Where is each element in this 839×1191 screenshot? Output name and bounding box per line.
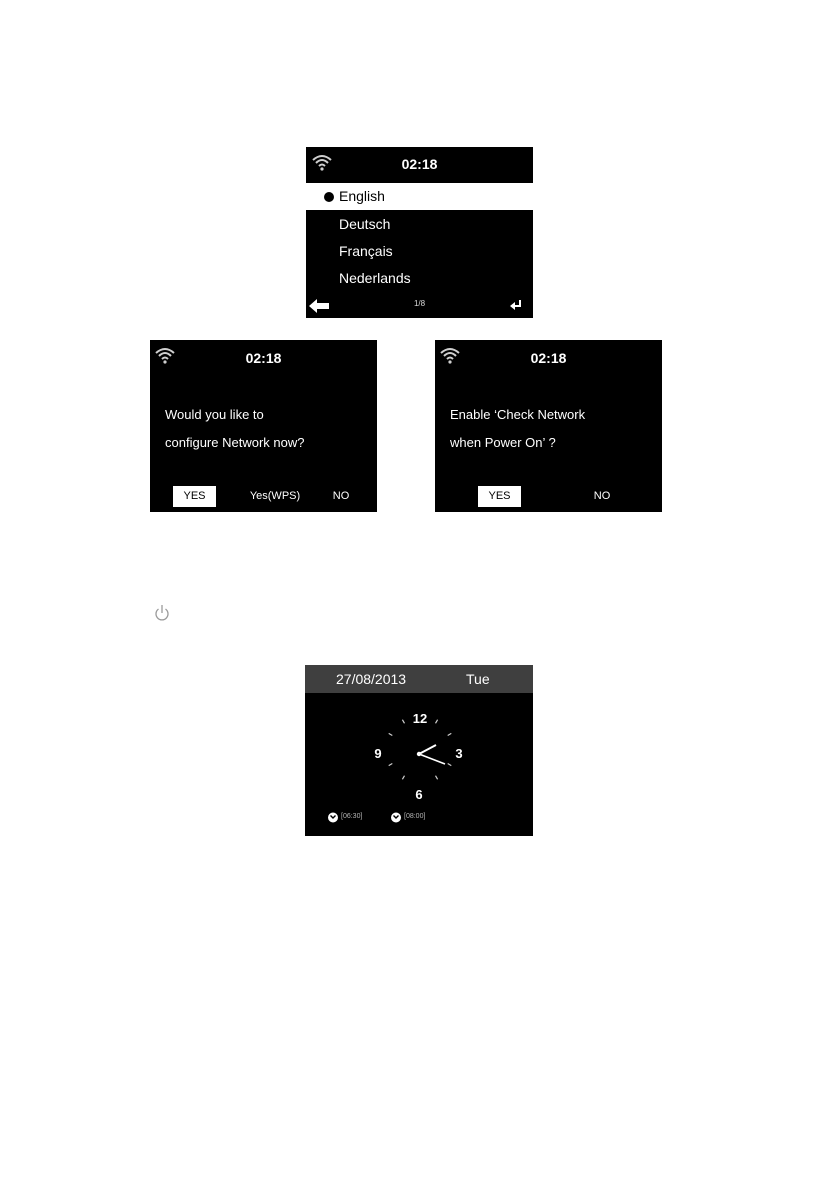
language-item-francais[interactable]	[306, 238, 533, 265]
selected-bullet-icon	[324, 192, 334, 202]
alarm-clock-icon	[390, 811, 402, 823]
language-screen	[306, 147, 533, 318]
language-item-nederlands[interactable]	[306, 265, 533, 292]
yes-button[interactable]: YES	[478, 486, 521, 507]
power-icon	[154, 604, 170, 622]
clock-screen	[305, 665, 533, 836]
date-bar	[305, 665, 533, 693]
language-label: Nederlands	[339, 270, 411, 286]
dialog-message-line1: Enable ‘Check Network	[450, 407, 586, 422]
date-display: 27/08/2013	[336, 671, 407, 687]
dialog-message-line1: Would you like to	[165, 407, 264, 422]
alarm-clock-icon	[327, 811, 339, 823]
day-display: Tue	[466, 671, 490, 687]
hour-hand	[419, 745, 436, 754]
time-display: 02:18	[245, 350, 282, 366]
dial-number-3: 3	[455, 746, 463, 761]
no-button[interactable]: NO	[332, 490, 350, 502]
minute-hand	[419, 754, 445, 764]
language-item-english[interactable]	[306, 183, 533, 210]
language-item-deutsch[interactable]	[306, 211, 533, 238]
no-button[interactable]: NO	[593, 490, 611, 502]
check-network-dialog	[435, 340, 662, 512]
dialog-message-line2: configure Network now?	[165, 435, 305, 450]
yes-wps-button[interactable]: Yes(WPS)	[249, 490, 301, 502]
clock-center	[417, 752, 421, 756]
alarm-time: [08:00]	[404, 813, 426, 820]
clock-ticks	[389, 720, 452, 780]
dialog-message-line2: when Power On’ ?	[450, 435, 556, 450]
network-config-dialog	[150, 340, 377, 512]
language-label: Deutsch	[339, 216, 391, 232]
page-indicator: 1/8	[413, 299, 426, 308]
time-display: 02:18	[401, 156, 438, 172]
dial-number-12: 12	[412, 711, 428, 726]
dial-number-6: 6	[415, 787, 423, 802]
language-label: English	[339, 188, 385, 204]
yes-button[interactable]: YES	[173, 486, 216, 507]
time-display: 02:18	[530, 350, 567, 366]
language-label: Français	[339, 243, 393, 259]
enter-icon[interactable]	[510, 300, 522, 310]
alarm-time: [06:30]	[341, 813, 363, 820]
dial-number-9: 9	[374, 746, 382, 761]
